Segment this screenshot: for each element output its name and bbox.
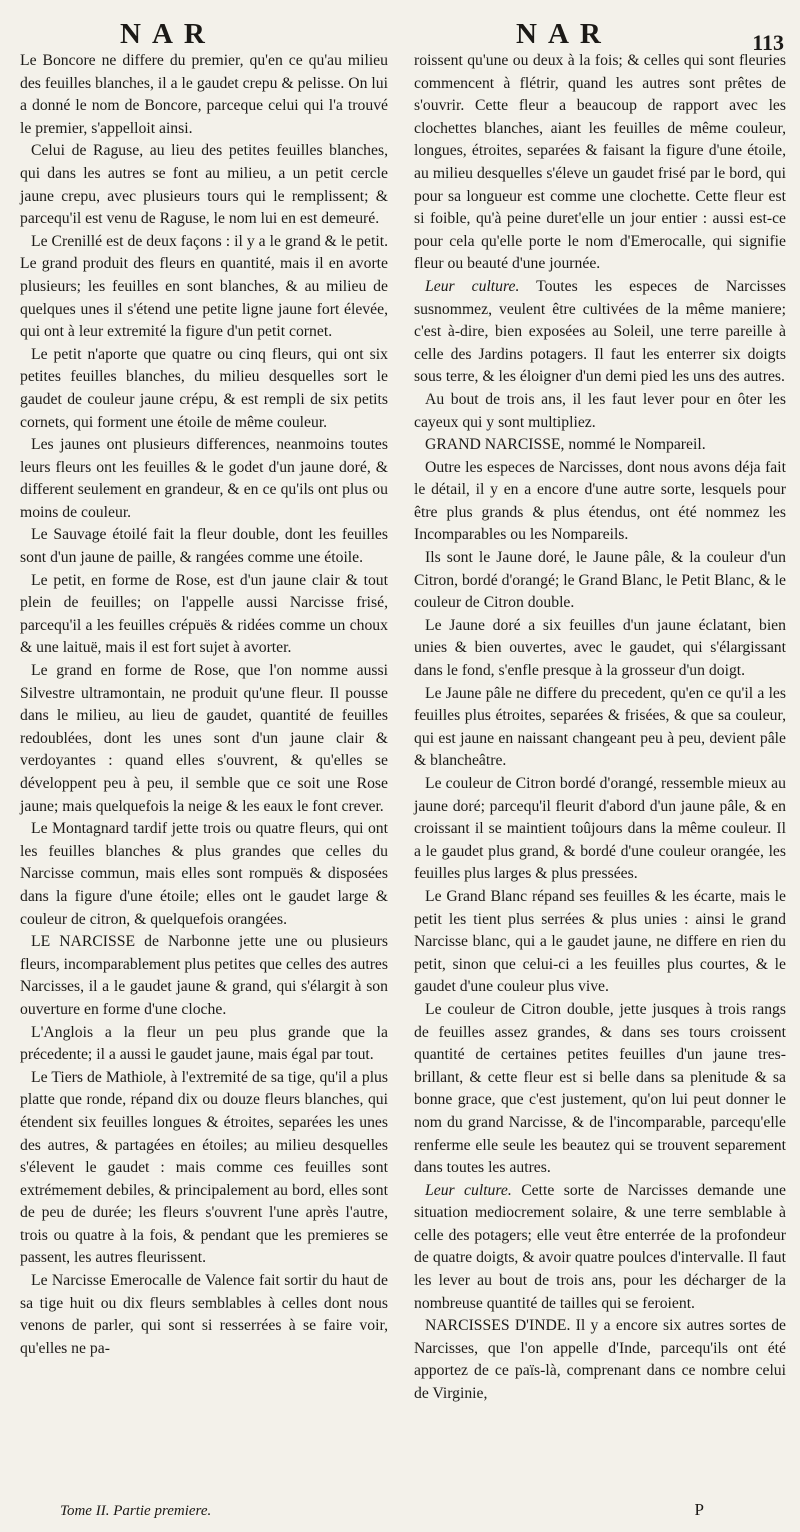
right-running-head: NAR — [516, 18, 612, 50]
paragraph-text: GRAND NARCISSE, nommé le Nompareil. — [425, 436, 706, 454]
paragraph-text: Le Jaune pâle ne differe du precedent, qu'en ce qu'il a les feuilles plus étroites, separées & frisées, & que sa couleur, qui est jaune en naissant changeant peu à peu, devient pâle & blancheâtre. — [414, 684, 786, 770]
catchword: P — [694, 1500, 704, 1519]
paragraph-text: Le Grand Blanc répand ses feuilles & les écarte, mais le petit les tient plus serrées & plus unies : ainsi le grand Narcisse blanc, qui a le gaudet jaune, ne differe en rien du petit, sinon que celui-ci a les feuilles plus courtes, & le gaudet d'une couleur plus vive. — [414, 887, 786, 996]
paragraph-text: Le Jaune doré a six feuilles d'un jaune éclatant, bien unies & bien ouvertes, avec le gaudet, qui s'élargissant dans le fond, s'enfle presque à la grosseur d'un doigt. — [414, 616, 786, 680]
paragraph-text: Celui de Raguse, au lieu des petites feuilles blanches, qui dans les autres se font au milieu, a un petit cercle jaune crepu, avec plusieurs tours qui le remplissent; & parcequ'il est venu de Raguse, le nom lui en est demeuré. — [20, 142, 388, 228]
page-number: 113 — [752, 30, 784, 55]
paragraph — [414, 1180, 786, 1316]
paragraph-text: Les jaunes ont plusieurs differences, neanmoins toutes leurs fleurs ont les feuilles & le godet d'un jaune doré, & different seulement en grandeur, & en ce qu'ils ont plus ou moins de couleur. — [20, 436, 388, 521]
right-text-column — [414, 50, 786, 1406]
paragraph-text: Le couleur de Citron double, jette jusques à trois rangs de feuilles assez grandes, & dans ses tours croissent quantité de certaines petites feuilles d'un jaune tres-brillant, & cette fleur est si belle dans sa plenitude & sa bonne grace, que c'est justement, qu'on lui peut donner le nom du grand Narcisse, & de l'incomparable, parcequ'elle renferme elle seule les beautez qui se trouvent separement dans toutes les autres. — [414, 1000, 786, 1177]
paragraph-text: Le petit n'aporte que quatre ou cinq fleurs, qui ont six petites feuilles blanches, du milieu desquelles sort le gaudet de couleur jaune crépu, & est rempli de six petits cornets, qui forment une étoile de même couleur. — [20, 345, 388, 431]
paragraph-text: LE NARCISSE de Narbonne jette une ou plusieurs fleurs, incomparablement plus petites que celles des autres Narcisses, il a le gaudet jaune & grand, qui s'élargit à son ouverture en forme d'une cloche. — [20, 933, 388, 1018]
paragraph — [20, 1270, 388, 1360]
continued-paragraph — [20, 50, 388, 140]
paragraph — [20, 434, 388, 524]
italic-lead: Leur culture. — [425, 277, 520, 295]
paragraph — [414, 389, 786, 434]
paragraph-text: Le Tiers de Mathiole, à l'extremité de sa tige, qu'il a plus platte que ronde, répand dix ou douze fleurs blanches, qui étendent six feuilles longues & étroites, separées les unes des autres, & partagées en étoiles; au milieu desquelles s'élevent le gaudet : mais comme ces feuilles sont extrémement debiles, & principalement au bord, elles sont de peu de durée; les fleurs s'ouvrent l'une après l'autre, trois ou quatre à la fois, & pendant que les premieres se passent, les autres fleurissent. — [20, 1068, 388, 1267]
paragraph — [414, 773, 786, 886]
paragraph — [20, 344, 388, 434]
paragraph — [20, 1067, 388, 1270]
paragraph-text: Le Montagnard tardif jette trois ou quatre fleurs, qui ont les feuilles blanches & plus grandes que celles du Narcisse commun, mais elles sont rompuës & disposées dans la figure d'une étoile; elles ont le gaudet large & couleur de citron, & quelquefois orangées. — [20, 820, 388, 928]
paragraph — [414, 683, 786, 773]
paragraph — [20, 1022, 388, 1067]
paragraph-text: Le grand en forme de Rose, que l'on nomme aussi Silvestre ultramontain, ne produit qu'une fleur. Il pousse dans le milieu, au lieu de gaudet, quantité de feuilles redoublées, dont les unes sont d'un jaune clair & verdoyantes : quand elles s'ouvrent, & qu'elles se développent peu à peu, il semble que ce soit une Rose jaune; mais quelquefois la neige & les eaux le font crever. — [20, 662, 388, 815]
paragraph-text: L'Anglois a la fleur un peu plus grande que la précedente; il a aussi le gaudet jaune, mais égal par tout. — [20, 1023, 388, 1064]
paragraph — [20, 931, 388, 1021]
page-header — [0, 6, 800, 55]
paragraph-text: Le petit, en forme de Rose, est d'un jaune clair & tout plein de feuilles; on l'appelle aussi Narcisse frisé, parcequ'il a les feuilles crépuës & ridées comme un choux & une laituë, mais il est fort sujet à avorter. — [20, 571, 388, 657]
paragraph-text: Toutes les especes de Narcisses susnommez, veulent être cultivées de la même maniere; c'est à-dire, bien exposées au Soleil, une terre pareille à celle des Jardins potagers. Il faut les enterrer six doigts sous terre, & les éloigner d'un demi pied les uns des autres. — [414, 277, 786, 386]
paragraph — [414, 886, 786, 999]
paragraph-text: roissent qu'une ou deux à la fois; & celles qui sont fleuries commencent à flétrir, quand les autres sont prêtes de s'ouvrir. Cette fleur a beaucoup de rapport avec les clochettes blanches, aiant les feuilles de même couleur, longues, étroites, separées & faisant la figure d'une étoile, au milieu desquelles s'éleve un gaudet frisé par le bord, qui pour sa longueur est comme une clochette. Cette fleur est si foible, qu'à peine duret'elle un jour entier : aussi est-ce pour cela qu'elle porte le nom d'Emerocalle, qui signifie fleur ou beauté d'une journée. — [414, 52, 786, 273]
paragraph-text: Cette sorte de Narcisses demande une situation mediocrement solaire, & une terre semblable à celle des potagers; elle veut être enterrée de la profondeur de quatre doigts, & avoir quatre poulces d'intervalle. Il faut les lever au bout de trois ans, pour les décharger de la nombreuse quantité de tailles qui se feroient. — [414, 1181, 786, 1312]
paragraph — [414, 434, 786, 457]
paragraph — [414, 547, 786, 615]
paragraph — [414, 457, 786, 547]
continued-paragraph — [414, 50, 786, 276]
paragraph — [414, 999, 786, 1180]
paragraph — [414, 615, 786, 683]
paragraph — [20, 140, 388, 230]
paragraph-text: Le couleur de Citron bordé d'orangé, ressemble mieux au jaune doré; parcequ'il fleurit d'abord d'un jaune pâle, & en croissant il se maintient toûjours dans la même couleur. Il a le gaudet plus grand, & bordé d'une couleur orangée, les feuilles plus larges & plus pressées. — [414, 775, 786, 883]
paragraph-text: Ils sont le Jaune doré, le Jaune pâle, & la couleur d'un Citron, bordé d'orangé; le Grand Blanc, le Petit Blanc, & le couleur de Citron double. — [414, 549, 786, 612]
paragraph-text: Le Crenillé est de deux façons : il y a le grand & le petit. Le grand produit des fleurs en quantité, mais il en avorte plusieurs; les feuilles en sont blanches, & au milieu de quelques unes il s'étend une petite ligne jaune fort élevée, qui ont à leur extremité la figure d'un petit cornet. — [20, 232, 388, 341]
paragraph — [414, 276, 786, 389]
paragraph-text: NARCISSES D'INDE. Il y a encore six autres sortes de Narcisses, que l'on appelle d'Inde, parcequ'ils ont été apportez de ce païs-là, comprenant dans ce nombre celui de Virginie, — [414, 1317, 786, 1403]
left-text-column — [20, 50, 388, 1360]
paragraph — [20, 524, 388, 569]
paragraph — [20, 818, 388, 931]
italic-lead: Leur culture. — [425, 1181, 512, 1199]
left-running-head: NAR — [120, 18, 216, 50]
paragraph — [20, 660, 388, 818]
paragraph-text: Le Boncore ne differe du premier, qu'en ce qu'au milieu des feuilles blanches, il a le gaudet crepu & pelisse. On lui a donné le nom de Boncore, parceque celui qui l'a trouvé le premier, s'appelloit ainsi. — [20, 52, 388, 137]
paragraph-text: Le Narcisse Emerocalle de Valence fait sortir du haut de sa tige huit ou dix fleurs semblables à celles dont nous venons de parler, qui sont si resserrées à se faire voir, qu'elles ne pa- — [20, 1272, 388, 1357]
paragraph — [20, 570, 388, 660]
paragraph-text: Outre les especes de Narcisses, dont nous avons déja fait le détail, il y en a encore d'une autre sorte, lesquels pour être plus grands & plus étendus, ont été nommez les Incomparables ou les Nompareils. — [414, 458, 786, 544]
signature-line: Tome II. Partie premiere. — [60, 1503, 212, 1519]
paragraph — [414, 1315, 786, 1405]
paragraph — [20, 231, 388, 344]
paragraph-text: Le Sauvage étoilé fait la fleur double, dont les feuilles sont d'un jaune de paille, & rangées comme une étoile. — [20, 526, 388, 567]
paragraph-text: Au bout de trois ans, il les faut lever pour en ôter les cayeux qui y sont multipliez. — [414, 390, 786, 431]
